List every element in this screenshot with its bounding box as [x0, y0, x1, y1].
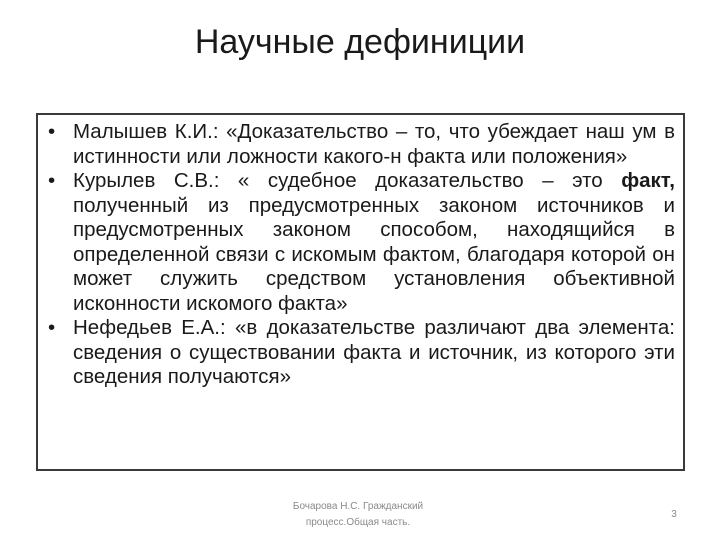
bullet-item-kurylev — [48, 169, 675, 316]
bullet-text-start: Курылев С.В.: « судебное доказательство – это — [73, 169, 622, 192]
bullet-point-icon: • — [48, 169, 56, 192]
content-box — [36, 113, 685, 471]
bullet-list — [48, 120, 675, 390]
bullet-text-emphasis: факт, — [621, 169, 675, 192]
bullet-text-end: полученный из предусмотренных законом источников и предусмотренных законом способом, находящийся в определенной связи с искомым фактом, благодаря которой он может служить средством установления объективной исконности искомого факта» — [73, 193, 675, 315]
bullet-item-nefediev — [48, 316, 675, 390]
slide-title: Научные дефиниции — [194, 23, 526, 61]
page-number: 3 — [671, 509, 677, 520]
bullet-point-icon: • — [48, 316, 56, 339]
footer-author — [258, 499, 458, 531]
bullet-item-malyshev — [48, 120, 675, 169]
bullet-text: Малышев К.И.: «Доказательство – то, что убеждает наш ум в истинности или ложности какого-н факта или положения» — [73, 120, 675, 168]
footer-author-line: Бочарова Н.С. Гражданский — [292, 501, 424, 512]
bullet-point-icon: • — [48, 120, 56, 143]
footer-author-line: процесс.Общая часть. — [305, 517, 411, 528]
bullet-text: Нефедьев Е.А.: «в доказательстве различают два элемента: сведения о существовании факта и источник, из которого эти сведения получаются» — [73, 316, 675, 388]
